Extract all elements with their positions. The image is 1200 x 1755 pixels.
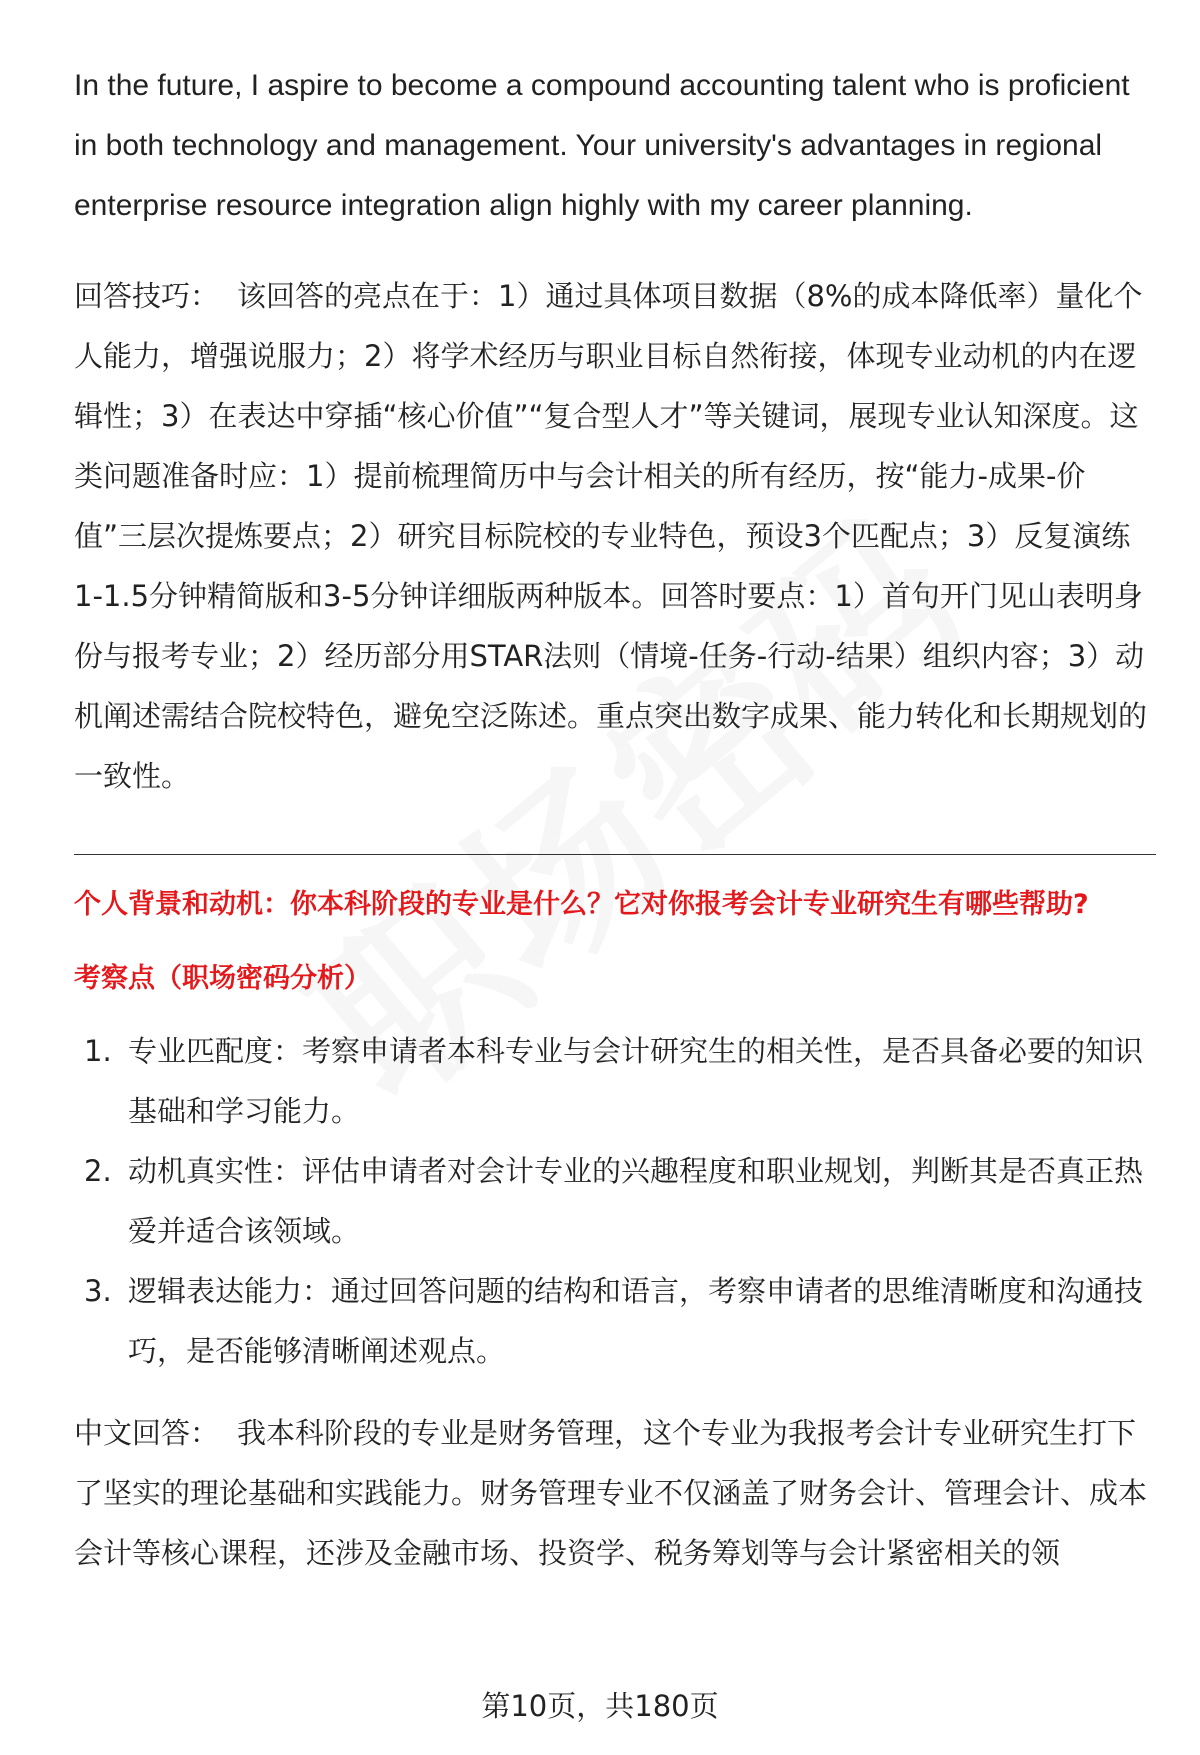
list-item-number: 1. xyxy=(84,1034,112,1068)
list-item-number: 2. xyxy=(84,1154,112,1188)
question-heading: 个人背景和动机：你本科阶段的专业是什么？它对你报考会计专业研究生有哪些帮助? xyxy=(74,889,1089,920)
tips-paragraph xyxy=(74,266,1156,806)
list-item-text: 专业匹配度：考察申请者本科专业与会计研究生的相关性，是否具备必要的知识基础和学习能力。 xyxy=(128,1034,1144,1128)
focus-points-list xyxy=(74,1021,1156,1381)
answer-text: 我本科阶段的专业是财务管理，这个专业为我报考会计专业研究生打下了坚实的理论基础和实践能力。财务管理专业不仅涵盖了财务会计、管理会计、成本会计等核心课程，还涉及金融市场、投资学、税务筹划等与会计紧密相关的领 xyxy=(74,1416,1148,1570)
tips-text: 该回答的亮点在于：1）通过具体项目数据（8%的成本降低率）量化个人能力，增强说服力；2）将学术经历与职业目标自然衔接，体现专业动机的内在逻辑性；3）在表达中穿插“核心价值”“复合型人才”等关键词，展现专业认知深度。这类问题准备时应：1）提前梳理简历中与会计相关的所有经历，按“能力-成果-价值”三层次提炼要点；2）研究目标院校的专业特色，预设3个匹配点；3）反复演练1-1.5分钟精简版和3-5分钟详细版两种版本。回答时要点：1）首句开门见山表明身份与报考专业；2）经历部分用STAR法则（情境-任务-行动-结果）组织内容；3）动机阐述需结合院校特色，避免空泛陈述。重点突出数字成果、能力转化和长期规划的一致性。 xyxy=(74,279,1148,793)
section-divider xyxy=(74,854,1156,855)
intro-paragraph: In the future, I aspire to become a compound accounting talent who is proficient in both technology and management. Your university's advantages in regional enterprise resource integration align highly with my career planning. xyxy=(74,69,1130,222)
list-item-text: 动机真实性：评估申请者对会计专业的兴趣程度和职业规划，判断其是否真正热爱并适合该领域。 xyxy=(128,1154,1144,1248)
focus-heading: 考察点（职场密码分析） xyxy=(74,963,371,994)
list-item xyxy=(74,1021,1156,1141)
list-item-text: 逻辑表达能力：通过回答问题的结构和语言，考察申请者的思维清晰度和沟通技巧，是否能够清晰阐述观点。 xyxy=(128,1274,1144,1368)
tips-label: 回答技巧： xyxy=(74,279,220,313)
list-item xyxy=(74,1261,1156,1381)
list-item-number: 3. xyxy=(84,1274,112,1308)
page-number-footer: 第10页，共180页 xyxy=(481,1689,719,1723)
answer-paragraph xyxy=(74,1403,1156,1583)
answer-label: 中文回答： xyxy=(74,1416,220,1450)
document-page xyxy=(74,56,1156,1583)
list-item xyxy=(74,1141,1156,1261)
